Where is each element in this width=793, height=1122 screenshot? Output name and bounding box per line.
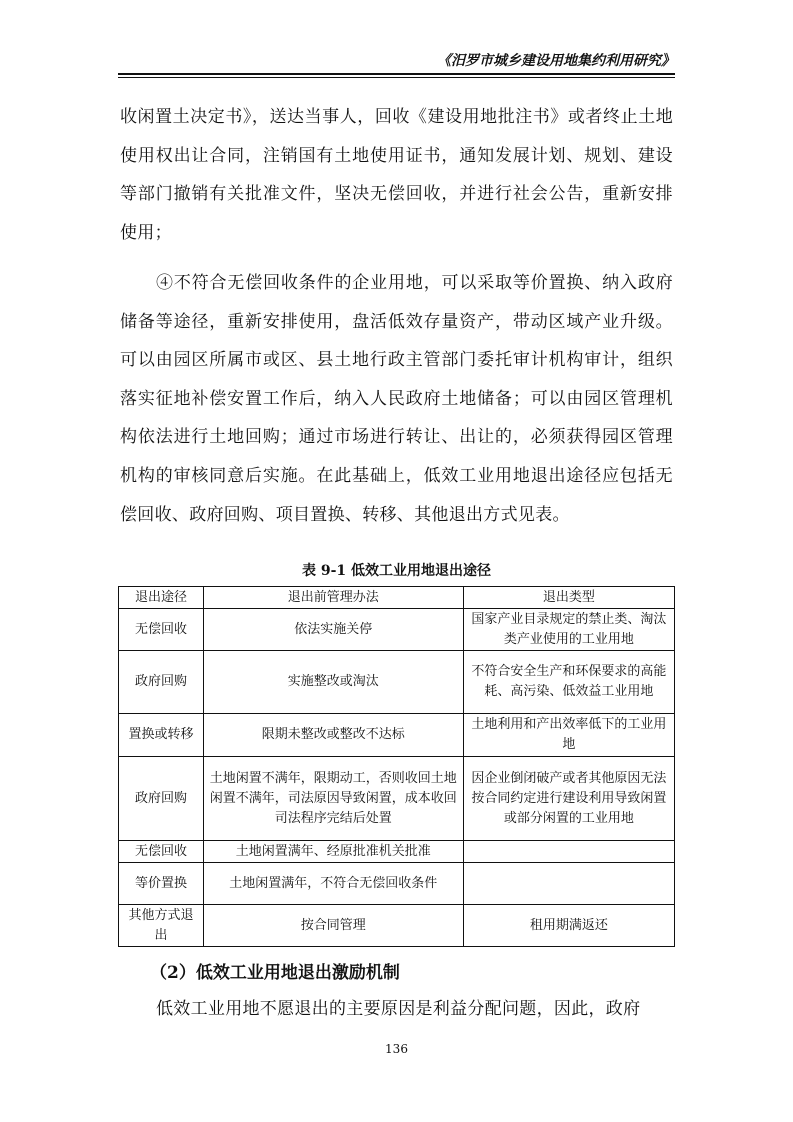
section-heading: （2）低效工业用地退出激励机制 [150,963,400,983]
table-cell: 无偿回收 [119,841,204,863]
table-cell [463,841,674,863]
table-row [119,757,675,841]
table-cell: 土地利用和产出效率低下的工业用地 [463,714,674,757]
table-header-cell: 退出类型 [463,587,674,609]
table-cell: 因企业倒闭破产或者其他原因无法按合同约定进行建设利用导致闲置或部分闲置的工业用地 [463,757,674,841]
table-header-row [119,587,675,609]
table-row [119,609,675,651]
body-paragraph-1: 收闲置土决定书》，送达当事人，回收《建设用地批注书》或者终止土地使用权出让合同，注销国有土地使用证书，通知发展计划、规划、建设等部门撤销有关批准文件，坚决无偿回收，并进行社会公告，重新安排使用； [120,107,673,243]
body-paragraph-2: ④不符合无偿回收条件的企业用地，可以采取等价置换、纳入政府储备等途径，重新安排使用，盘活低效存量资产，带动区域产业升级。可以由园区所属市或区、县土地行政主管部门委托审计机构审计，组织落实征地补偿安置工作后，纳入人民政府土地储备；可以由园区管理机构依法进行土地回购；通过市场进行转让、出让的，必须获得园区管理机构的审核同意后实施。在此基础上，低效工业用地退出途径应包括无偿回收、政府回购、项目置换、转移、其他退出方式见表。 [120,273,673,525]
header-rule [118,73,675,75]
table-cell: 租用期满返还 [463,905,674,947]
table-row [119,905,675,947]
table-cell: 土地闲置满年，不符合无偿回收条件 [203,863,463,905]
table-cell: 政府回购 [119,651,204,714]
table-cell: 等价置换 [119,863,204,905]
table-row [119,863,675,905]
table-header-cell: 退出途径 [119,587,204,609]
table-row [119,714,675,757]
table-cell [463,863,674,905]
table-cell: 土地闲置不满年，限期动工，否则收回土地闲置不满年，司法原因导致闲置，成本收回司法程序完结后处置 [203,757,463,841]
table-row [119,841,675,863]
table-cell: 置换或转移 [119,714,204,757]
table-cell: 其他方式退出 [119,905,204,947]
table-caption: 表 9-1 低效工业用地退出途径 [301,563,492,579]
exit-routes-table [118,586,675,947]
header-rule-thin [118,77,675,78]
table-cell: 土地闲置满年、经原批准机关批准 [203,841,463,863]
body-paragraph-3: 低效工业用地不愿退出的主要原因是利益分配问题，因此，政府 [156,999,641,1019]
table-cell: 实施整改或淘汰 [203,651,463,714]
table-cell: 政府回购 [119,757,204,841]
running-header-title: 《汨罗市城乡建设用地集约利用研究》 [437,53,675,69]
table-cell: 依法实施关停 [203,609,463,651]
table-cell: 国家产业目录规定的禁止类、淘汰类产业使用的工业用地 [463,609,674,651]
page-number: 136 [385,1042,408,1056]
table-header-cell: 退出前管理办法 [203,587,463,609]
table-cell: 限期未整改或整改不达标 [203,714,463,757]
table-row [119,651,675,714]
table-cell: 按合同管理 [203,905,463,947]
table-cell: 不符合安全生产和环保要求的高能耗、高污染、低效益工业用地 [463,651,674,714]
table-cell: 无偿回收 [119,609,204,651]
